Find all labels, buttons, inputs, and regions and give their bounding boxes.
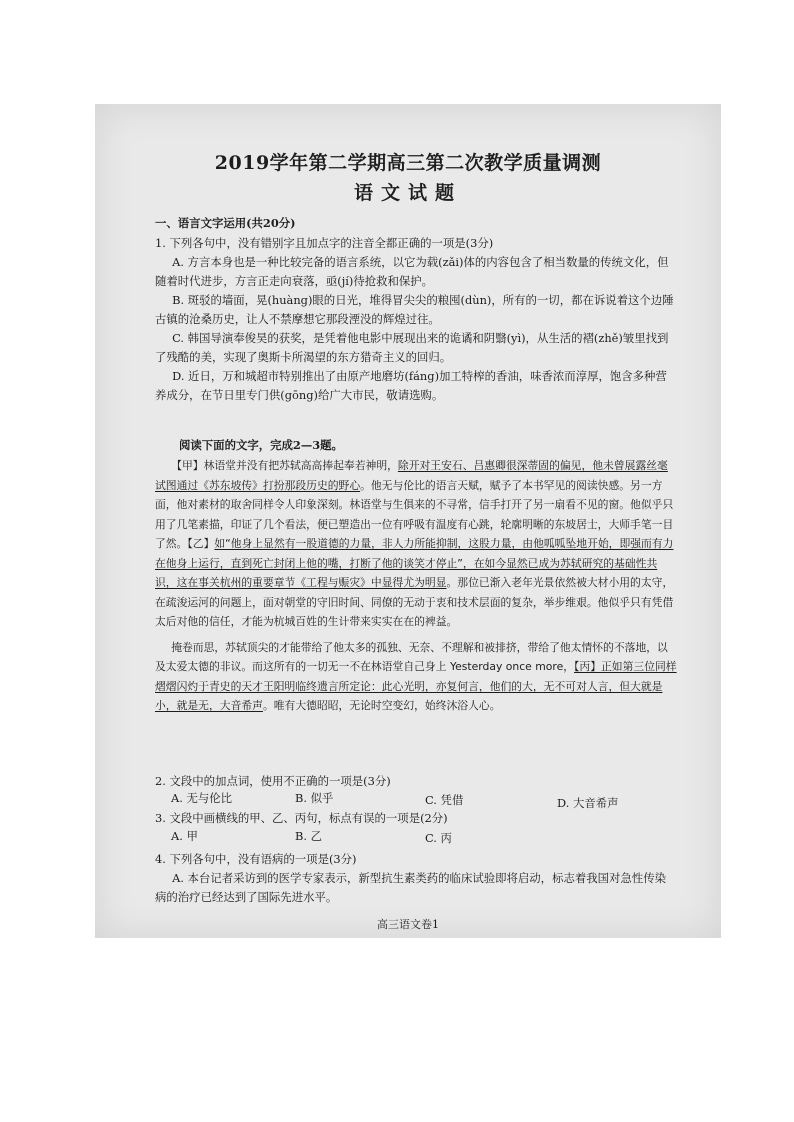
- underlined-sentence-bing: 【丙】正如第三位同样熠熠闪灼于青史的天才王阳明临终遗言所定论：此心光明，亦复何言，他们的大，无不可对人言，但大就是小，就是无，大音希声: [155, 660, 677, 712]
- passage-text: 。那位已渐入老年光景依然被大材小用的太守，在疏浚运河的问题上，面对朝堂的守旧时间、同僚的无动于衷和技术层面的复杂，举步维艰。他似乎只有凭借太后对他的信任，才能为杭城百姓的生计带来实实在在的裨益。: [155, 576, 674, 628]
- question-2-stem: 2. 文段中的加点词，使用不正确的一项是(3分): [155, 774, 391, 788]
- question-3-stem: 3. 文段中画横线的甲、乙、丙句，标点有误的一项是(2分): [155, 811, 448, 825]
- exam-paper: [95, 104, 721, 938]
- underlined-sentence-jia: 除开对王安石、吕惠卿很深蒂固的偏见，他未曾展露丝毫试图通过《苏东坡传》打扮那段历史的野心: [155, 459, 668, 492]
- q2-option-a: A. 无与伦比: [171, 791, 233, 805]
- q1-stem: 1. 下列各句中，没有错别字且加点字的注音全都正确的一项是(3分): [155, 236, 494, 250]
- reading-passage: [155, 456, 677, 716]
- question-4: [155, 850, 677, 907]
- passage-paragraph-2: [155, 638, 677, 716]
- q2-option-b: B. 似乎: [295, 791, 334, 805]
- q1-option-a: A. 方言本身也是一种比较完备的语言系统，以它为载(zǎi)体的内容包含了相当数量的传统文化，但随着时代进步，方言正走向衰落，亟(jí)待抢救和保护。: [155, 255, 669, 288]
- q1-option-c: C. 韩国导演奉俊昊的获奖，是凭着他电影中展现出来的诡谲和阴翳(yì)，从生活的褶(zhě)皱里找到了残酷的美，实现了奥斯卡所渴望的东方猎奇主义的回归。: [155, 331, 669, 364]
- passage-text: 掩卷而思，苏轼顶尖的才能带给了他太多的孤独、无奈、不理解和被排挤，带给了他太情怀的不落地，以及太爱太德的非议。而这所有的一切无一不在林语堂自己身上 Yesterday once more，: [155, 640, 668, 673]
- passage-text: 。唯有大德昭昭，无论时空变幻，始终沐浴人心。: [262, 699, 501, 712]
- q1-option-d: D. 近日，万和城超市特别推出了由原产地磨坊(fáng)加工特榨的香油，味香浓而淳厚，饱含多种营养成分，在节日里专门供(gōng)给广大市民，敬请选购。: [155, 369, 667, 402]
- underlined-sentence-yi: 如“他身上显然有一股道德的力量，非人力所能抑制，这股力量，由他呱呱坠地开始，即强而有力在他身上运行，直到死亡封闭上他的嘴，打断了他的谈笑才停止”，在如今显然已成为苏轼研究的基础性共识，这在事关杭州的重要章节《工程与赈灾》中显得尤为明显: [155, 537, 674, 589]
- passage-jia-start: 【甲】林语堂并没有把苏轼高高捧起奉若神明，: [171, 459, 398, 472]
- q4-option-a: A. 本台记者采访到的医学专家表示，新型抗生素类药的临床试验即将启动，标志着我国对急性传染病的治疗已经达到了国际先进水平。: [155, 871, 666, 904]
- q3-option-a: A. 甲: [171, 829, 198, 843]
- passage-paragraph-1: [155, 456, 677, 632]
- question-1: [155, 234, 677, 405]
- q2-option-c: C. 凭借: [425, 793, 464, 807]
- q2-option-d: D. 大音希声: [557, 796, 619, 810]
- page-footer: 高三语文卷1: [377, 918, 439, 931]
- q4-stem: 4. 下列各句中，没有语病的一项是(3分): [155, 852, 357, 866]
- exam-title: 2019学年第二学期高三第二次教学质量调测: [214, 152, 602, 174]
- q3-option-b: B. 乙: [295, 829, 323, 843]
- passage-text: 。他无与伦比的语言天赋，赋予了本书罕见的阅读快感。另一方面，他对素材的取舍同样令人印象深刻。林语堂与生俱来的不寻常，信手打开了另一扇看不见的窗。他似乎只用了几笔素描，印证了几个看法，便已塑造出一位有呼吸有温度有心跳，轮廓明晰的东坡居士，大师手笔一目了然。【乙】: [155, 478, 674, 550]
- q1-option-b: B. 斑驳的墙面，晃(huàng)眼的日光，堆得冒尖尖的粮囤(dùn)，所有的一切，都在诉说着这个边陲古镇的沧桑历史，让人不禁摩想它那段湮没的辉煌过往。: [155, 293, 674, 326]
- reading-instruction: 阅读下面的文字，完成2—3题。: [179, 438, 343, 452]
- q3-option-c: C. 丙: [425, 831, 452, 845]
- section-heading: 一、语言文字运用(共20分): [155, 216, 296, 230]
- exam-subtitle: 语文试题: [353, 182, 462, 204]
